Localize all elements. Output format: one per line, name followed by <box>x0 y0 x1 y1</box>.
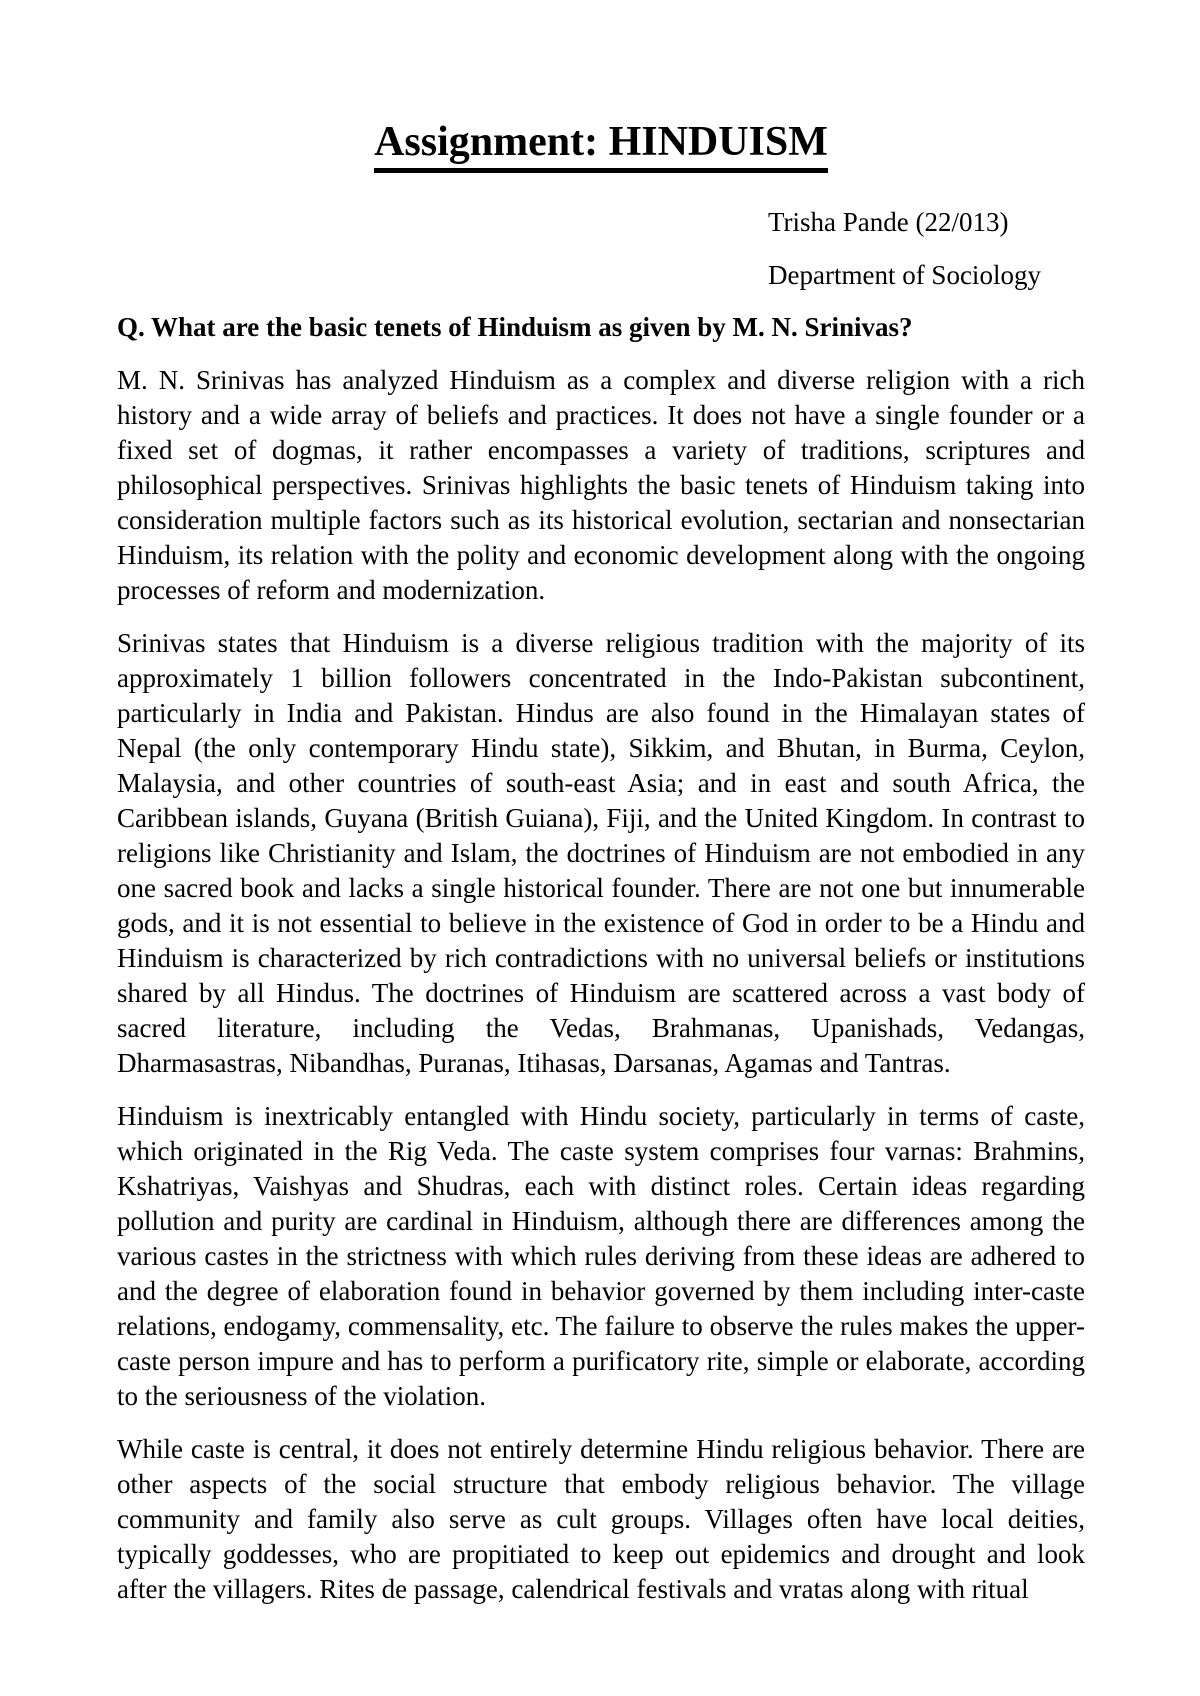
paragraph-village: While caste is central, it does not entirely determine Hindu religious behavior. There are other aspects of the social structure that embody religious behavior. The village community and family also serve as cult groups. Villages often have local deities, typically goddesses, who are propitiated to keep out epidemics and drought and look after the villagers. Rites de passage, calendrical festivals and vratas along with ritual <box>117 1434 1085 1605</box>
paragraph-caste: Hinduism is inextricably entangled with Hindu society, particularly in terms of caste, which originated in the Rig Veda. The caste system comprises four varnas: Brahmins, Kshatriyas, Vaishyas and Shudras, each with distinct roles. Certain ideas regarding pollution and purity are cardinal in Hinduism, although there are differences among the various castes in the strictness with which rules deriving from these ideas are adhered to and the degree of elaboration found in behavior governed by them including inter-caste relations, endogamy, commensality, etc. The failure to observe the rules makes the upper-caste person impure and has to perform a purificatory rite, simple or elaborate, according to the seriousness of the violation. <box>117 1101 1085 1412</box>
question-heading: Q. What are the basic tenets of Hinduism as given by M. N. Srinivas? <box>117 312 913 343</box>
byline-block <box>117 205 1085 293</box>
document-title-text: Assignment: HINDUISM <box>374 118 828 173</box>
paragraph-intro: M. N. Srinivas has analyzed Hinduism as a complex and diverse religion with a rich history and a wide array of beliefs and practices. It does not have a single founder or a fixed set of dogmas, it rather encompasses a variety of traditions, scriptures and philosophical perspectives. Srinivas highlights the basic tenets of Hinduism taking into consideration multiple factors such as its historical evolution, sectarian and nonsectarian Hinduism, its relation with the polity and economic development along with the ongoing processes of reform and modernization. <box>117 365 1085 606</box>
document-title <box>117 118 1085 173</box>
department-name: Department of Sociology <box>768 260 1041 291</box>
author-name: Trisha Pande (22/013) <box>768 207 1009 238</box>
paragraph-diversity: Srinivas states that Hinduism is a diverse religious tradition with the majority of its approximately 1 billion followers concentrated in the Indo-Pakistan subcontinent, particularly in India and Pakistan. Hindus are also found in the Himalayan states of Nepal (the only contemporary Hindu state), Sikkim, and Bhutan, in Burma, Ceylon, Malaysia, and other countries of south-east Asia; and in east and south Africa, the Caribbean islands, Guyana (British Guiana), Fiji, and the United Kingdom. In contrast to religions like Christianity and Islam, the doctrines of Hinduism are not embodied in any one sacred book and lacks a single historical founder. There are not one but innumerable gods, and it is not essential to believe in the existence of God in order to be a Hindu and Hinduism is characterized by rich contradictions with no universal beliefs or institutions shared by all Hindus. The doctrines of Hinduism are scattered across a vast body of sacred literature, including the Vedas, Brahmanas, Upanishads, Vedangas, Dharmasastras, Nibandhas, Puranas, Itihasas, Darsanas, Agamas and Tantras. <box>117 628 1085 1079</box>
